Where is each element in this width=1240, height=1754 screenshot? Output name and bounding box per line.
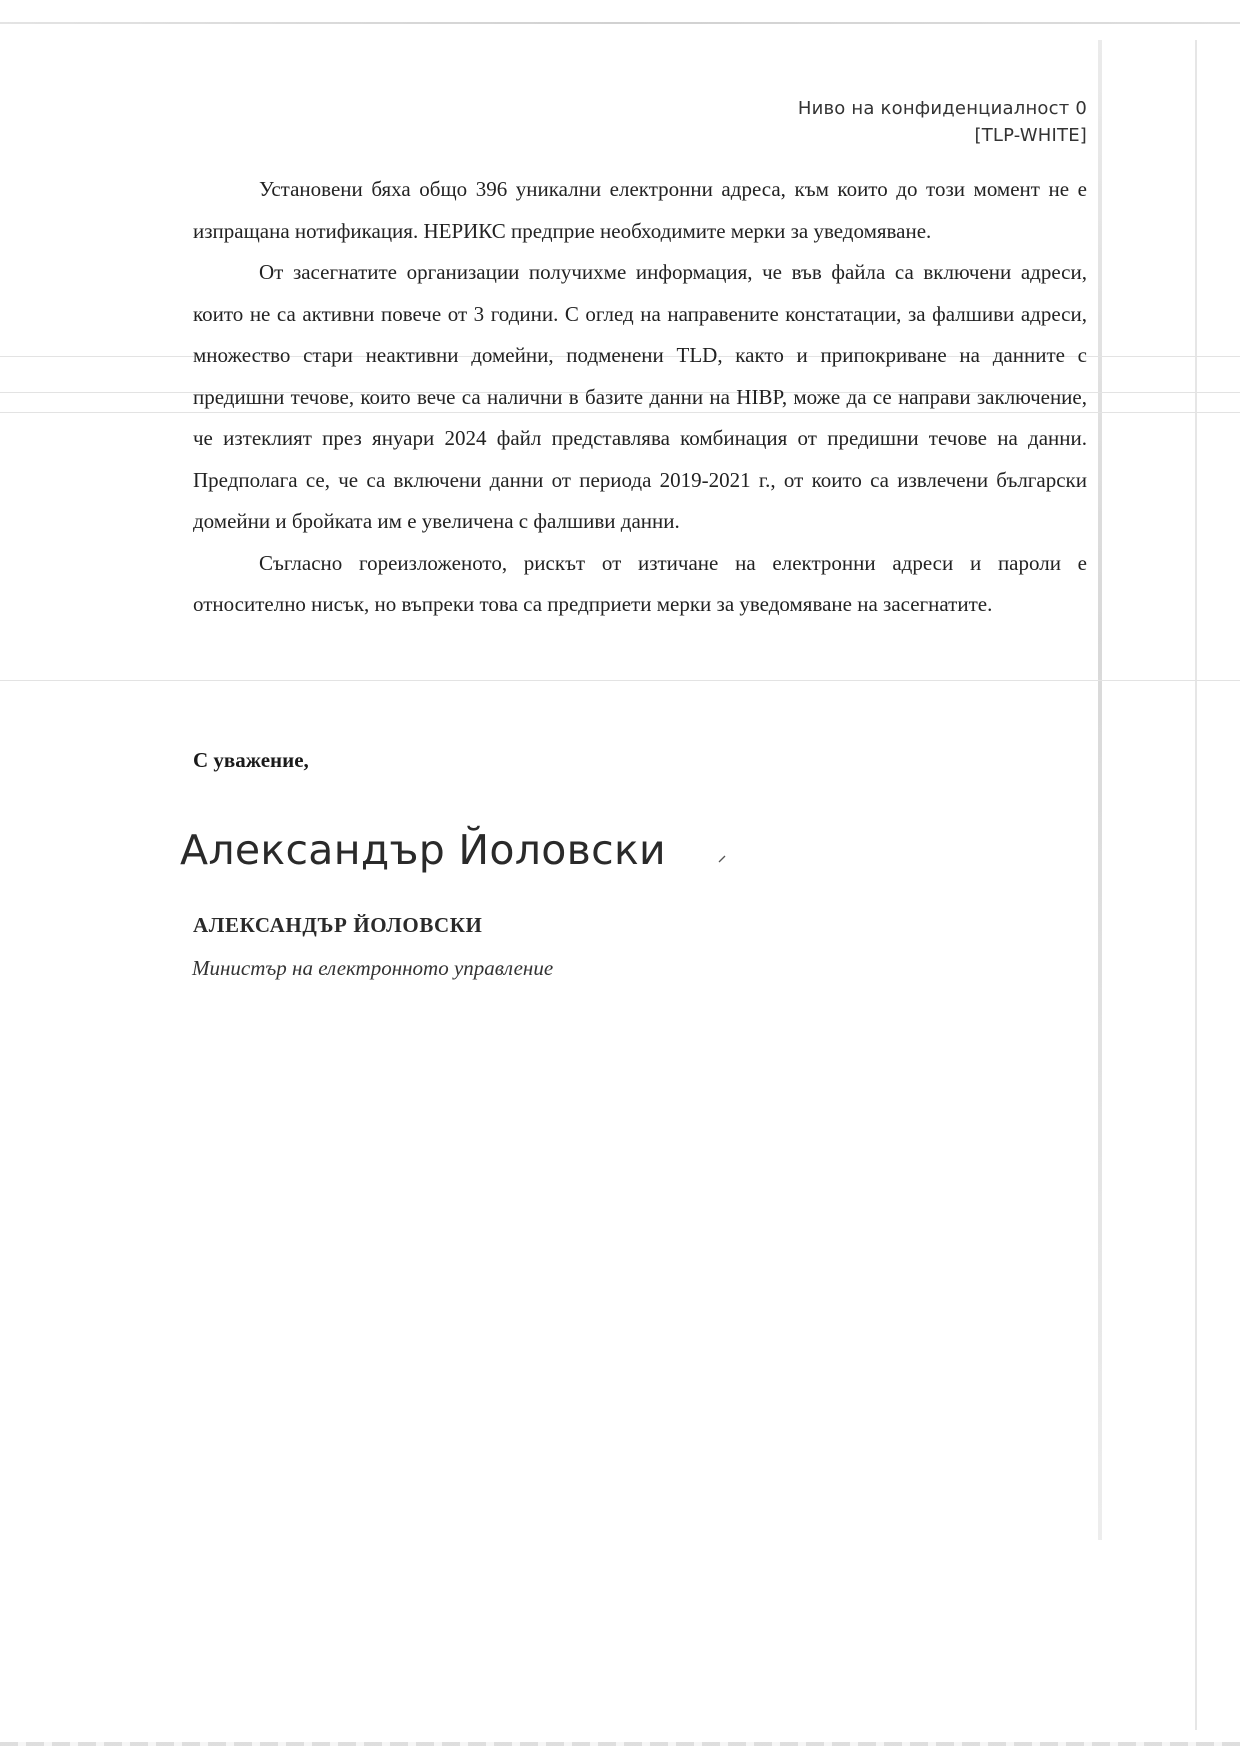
tlp-marking: [TLP-WHITE] bbox=[974, 125, 1087, 146]
paragraph: Установени бяха общо 396 уникални електронни адреса, към които до този момент не е изпращана нотификация. НЕРИКС предприе необходимите мерки за уведомяване. bbox=[193, 177, 1087, 243]
signature-mark-icon bbox=[718, 850, 728, 868]
signer-name: АЛЕКСАНДЪР ЙОЛОВСКИ bbox=[193, 913, 483, 937]
classification-label bbox=[798, 95, 1087, 149]
signature: Александър Йоловски bbox=[180, 826, 666, 874]
scan-artifact-top bbox=[0, 22, 1240, 24]
closing-salutation: С уважение, bbox=[193, 748, 309, 772]
classification-level: Ниво на конфиденциалност 0 bbox=[797, 98, 1087, 119]
scan-artifact-edge-outer bbox=[1195, 40, 1197, 1730]
paragraph: Съгласно гореизложеното, рискът от изтичане на електронни адреси и пароли е относително нисък, но въпреки това са предприети мерки за уведомяване на засегнатите. bbox=[193, 550, 1087, 616]
scan-artifact-bottom bbox=[0, 1742, 1240, 1746]
scan-band bbox=[0, 680, 1240, 681]
scan-artifact-edge bbox=[1098, 40, 1102, 1540]
paragraph: От засегнатите организации получихме информация, че във файла са включени адреси, които не са активни повече от 3 години. С оглед на направените констатации, за фалшиви адреси, множество стари неактивни домейни, подменени TLD, както и припокриване на данните с предишни течове, които вече са налични в базите данни на HIBP, може да се направи заключение, че изтеклият през януари 2024 файл представлява комбинация от предишни течове на данни. Предполага се, че са включени данни от периода 2019-2021 г., от които са извлечени български домейни и бройката им е увеличена с фалшиви данни. bbox=[193, 260, 1087, 533]
signer-title: Министър на електронното управление bbox=[192, 956, 554, 980]
letter-body bbox=[193, 169, 1087, 626]
